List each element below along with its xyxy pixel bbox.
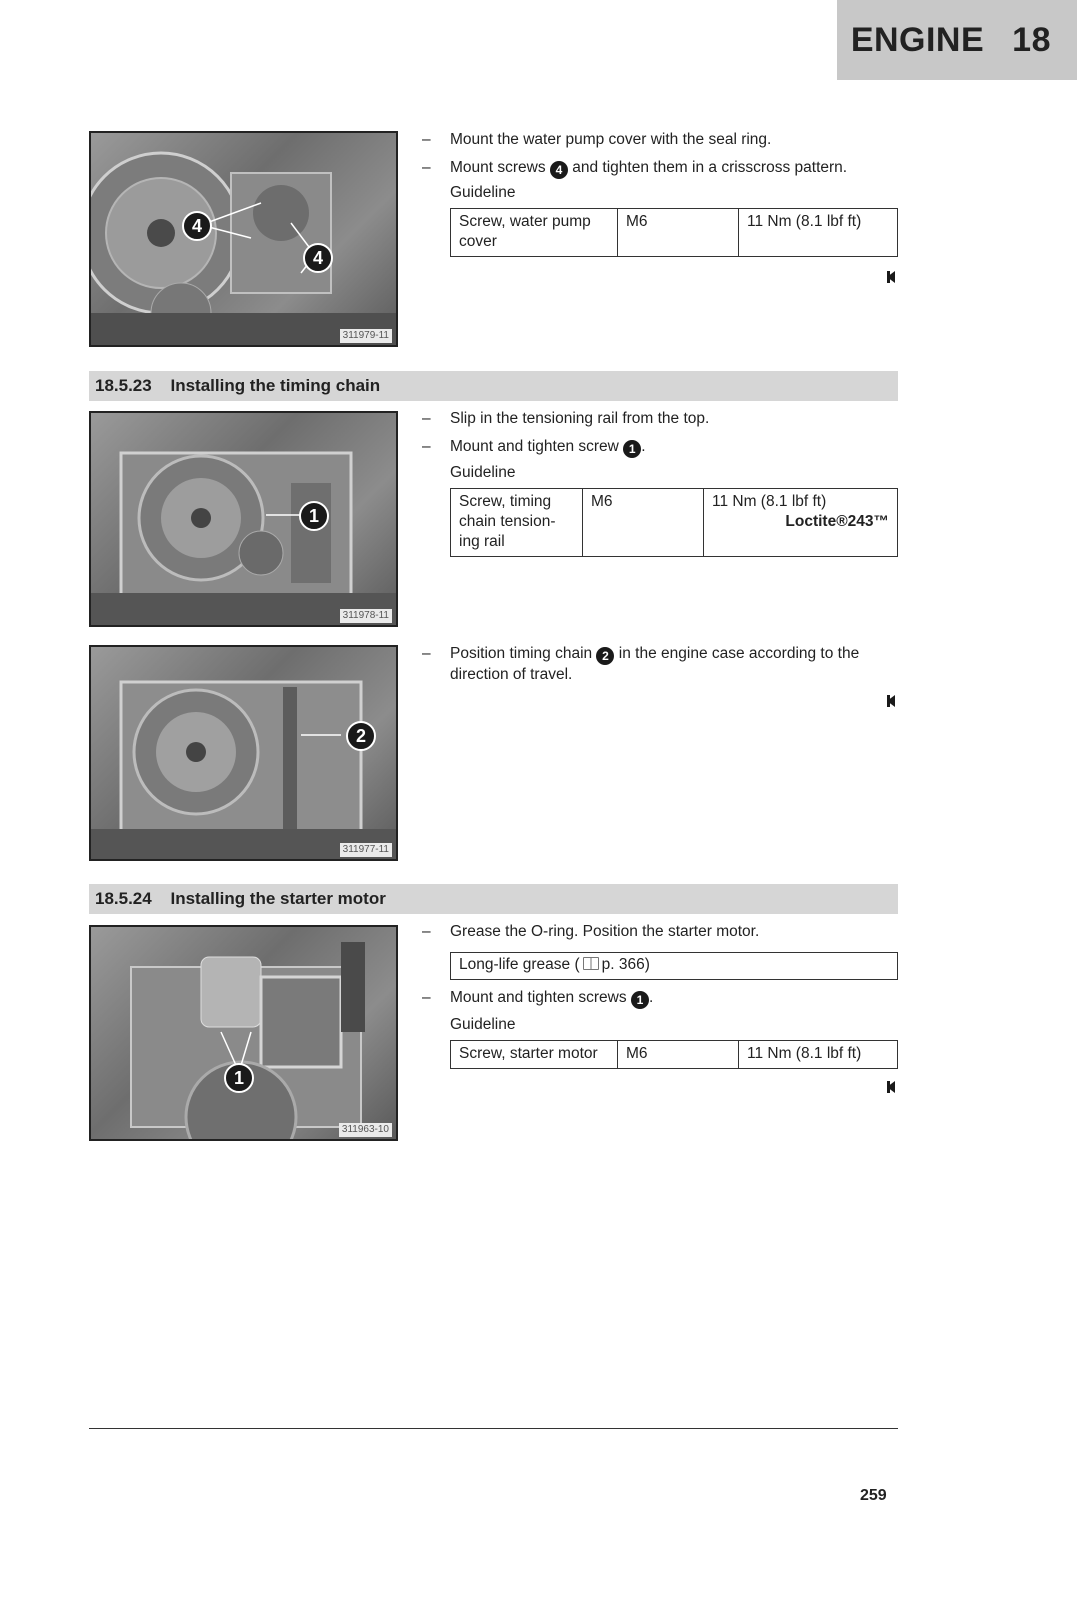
guideline-label: Guideline — [450, 1016, 516, 1033]
table-cell-torque-with-agent — [704, 489, 898, 557]
table-cell-part: Screw, starter motor — [451, 1041, 618, 1069]
callout-badge: 2 — [596, 647, 614, 665]
engine-photo-illustration — [91, 647, 398, 861]
guideline-label: Guideline — [450, 464, 516, 481]
table-cell-part: Screw, timing chain tension-ing rail — [451, 489, 583, 557]
chapter-title: ENGINE — [850, 20, 985, 59]
page-number: 259 — [860, 1487, 887, 1504]
table-row — [451, 489, 898, 557]
section-title: Installing the timing chain — [170, 376, 381, 395]
chapter-number: 18 — [1012, 20, 1051, 59]
table-row — [451, 1041, 898, 1069]
chapter-header-tab — [837, 0, 1077, 80]
torque-table-tensioning-rail — [450, 488, 898, 557]
section-heading-18-5-23 — [89, 371, 898, 401]
figure-water-pump-cover — [89, 131, 398, 347]
engine-photo-illustration — [91, 133, 398, 347]
table-cell-thread: M6 — [583, 489, 704, 557]
figure-id: 311978-11 — [340, 609, 392, 623]
figure-tensioning-rail — [89, 411, 398, 627]
end-of-section-icon — [887, 1081, 895, 1093]
end-of-section-icon — [887, 695, 895, 707]
footer-divider — [89, 1428, 898, 1429]
callout-badge: 1 — [631, 991, 649, 1009]
callout-2: 2 — [346, 721, 376, 751]
figure-id: 311963-10 — [339, 1123, 392, 1137]
callout-4-right: 4 — [303, 243, 333, 273]
torque-value: 11 Nm (8.1 lbf ft) — [712, 493, 827, 510]
section-number: 18.5.24 — [95, 889, 152, 908]
grease-reference-box: Long-life grease ( p. 366) — [450, 952, 898, 980]
section-heading-18-5-24 — [89, 884, 898, 914]
table-cell-torque: 11 Nm (8.1 lbf ft) — [739, 1041, 898, 1069]
table-row — [451, 209, 898, 257]
section-title: Installing the starter motor — [170, 889, 386, 908]
table-cell-part: Screw, water pump cover — [451, 209, 618, 257]
callout-badge: 1 — [623, 440, 641, 458]
engine-photo-illustration — [91, 927, 398, 1141]
callout-4-left: 4 — [182, 211, 212, 241]
engine-photo-illustration — [91, 413, 398, 627]
locking-agent: Loctite®243™ — [785, 513, 889, 530]
figure-id: 311979-11 — [340, 329, 392, 343]
table-cell-thread: M6 — [618, 1041, 739, 1069]
callout-badge: 4 — [550, 161, 568, 179]
book-icon — [583, 957, 599, 970]
callout-1: 1 — [224, 1063, 254, 1093]
figure-starter-motor — [89, 925, 398, 1141]
table-cell-torque: 11 Nm (8.1 lbf ft) — [739, 209, 898, 257]
torque-table-starter-motor — [450, 1040, 898, 1069]
figure-id: 311977-11 — [340, 843, 392, 857]
table-cell-thread: M6 — [618, 209, 739, 257]
figure-timing-chain — [89, 645, 398, 861]
section-number: 18.5.23 — [95, 376, 152, 395]
callout-1: 1 — [299, 501, 329, 531]
end-of-section-icon — [887, 271, 895, 283]
guideline-label: Guideline — [450, 184, 516, 201]
torque-table-water-pump — [450, 208, 898, 257]
